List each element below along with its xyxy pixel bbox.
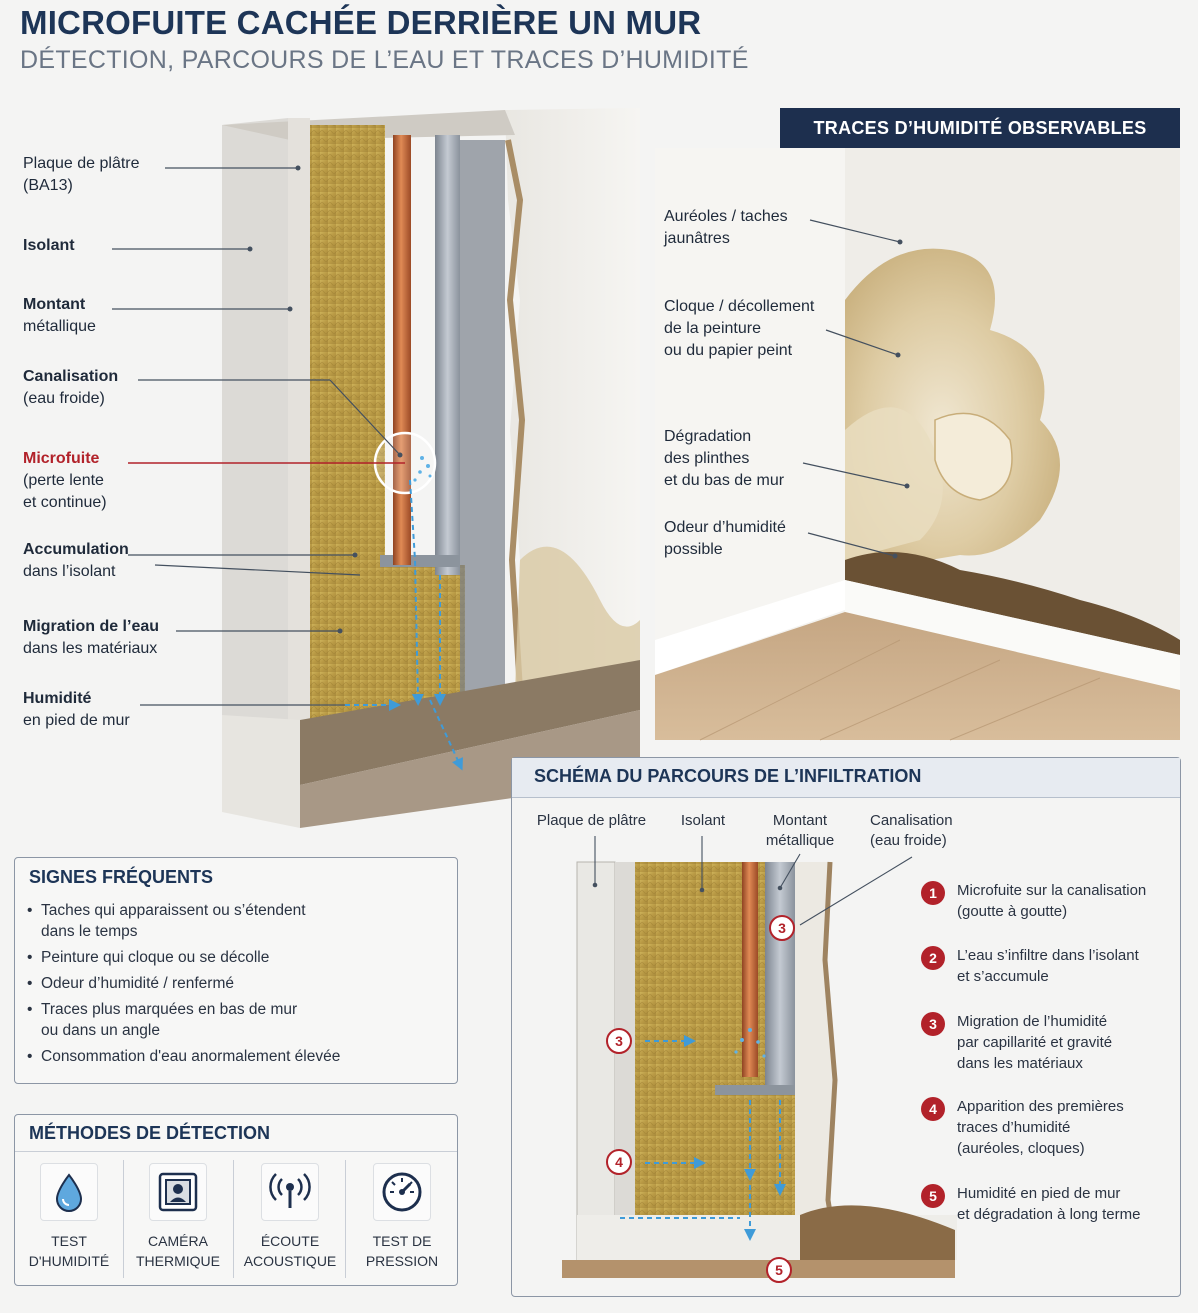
list-item: • Taches qui apparaissent ou s’étendent dans le temps [25,900,445,942]
method-test-humidite: TEST D'HUMIDITÉ [19,1163,119,1271]
label-humidite: Humidité en pied de mur [23,690,130,729]
methods-panel [14,1114,458,1286]
step-number: 5 [921,1184,945,1208]
pressure-gauge-icon [373,1163,431,1221]
thermal-camera-icon [149,1163,207,1221]
list-item: • Consommation d'eau anormalement élevée [25,1046,445,1067]
method-test-pression: TEST DE PRESSION [352,1163,452,1271]
schema-col-plaque: Plaque de plâtre [536,812,647,829]
step-number: 3 [921,1012,945,1036]
schema-marker: 3 [769,915,795,941]
step-4: Apparition des premières traces d’humidité (auréoles, cloques) [957,1098,1124,1157]
step-number: 2 [921,946,945,970]
step-3: Migration de l’humidité par capillarité et gravité dans les matériaux [957,1013,1113,1072]
acoustic-sensor-icon [261,1163,319,1221]
label-canalisation: Canalisation (eau froide) [23,368,119,407]
schema-title: SCHÉMA DU PARCOURS DE L’INFILTRATION [534,766,922,786]
schema-marker: 5 [766,1257,792,1283]
label-aureoles: Auréoles / taches jaunâtres [664,208,788,247]
method-camera-thermique: CAMÉRA THERMIQUE [128,1163,228,1271]
label-plaque-platre: Plaque de plâtre (BA13) [23,155,140,194]
schema-col-montant: Montant métallique [765,812,835,849]
signs-title: SIGNES FRÉQUENTS [29,867,214,887]
label-isolant: Isolant [23,237,75,254]
label-cloque: Cloque / décollement de la peinture ou du papier peint [664,298,815,359]
method-ecoute-acoustique: ÉCOUTE ACOUSTIQUE [240,1163,340,1271]
label-odeur: Odeur d’humidité possible [664,519,786,558]
schema-col-canalisation: Canalisation (eau froide) [870,812,953,849]
label-montant: Montant métallique [23,296,96,335]
label-degradation: Dégradation des plinthes et du bas de mur [664,428,785,489]
cutaway-wall [112,108,640,828]
label-migration: Migration de l’eau dans les matériaux [23,618,160,657]
methods-title: MÉTHODES DE DÉTECTION [29,1123,271,1143]
water-drop-icon [40,1163,98,1221]
schema-marker: 4 [606,1149,632,1175]
label-accumulation: Accumulation dans l’isolant [23,541,129,580]
list-item: • Odeur d’humidité / renfermé [25,973,445,994]
schema-marker: 3 [606,1028,632,1054]
traces-title: TRACES D’HUMIDITÉ OBSERVABLES [780,108,1180,148]
page-title: MICROFUITE CACHÉE DERRIÈRE UN MUR [20,4,702,41]
signs-list [25,900,445,1072]
signs-panel [14,857,458,1084]
step-2: L’eau s’infiltre dans l’isolant et s’accumule [957,947,1139,985]
schema-col-isolant: Isolant [680,812,726,829]
page-subtitle: DÉTECTION, PARCOURS DE L’EAU ET TRACES D’HUMIDITÉ [20,46,749,74]
step-number: 1 [921,881,945,905]
label-microfuite: Microfuite (perte lente et continue) [23,450,107,511]
step-5: Humidité en pied de mur et dégradation à long terme [957,1185,1141,1223]
step-1: Microfuite sur la canalisation (goutte à goutte) [957,882,1147,920]
list-item: • Traces plus marquées en bas de mur ou dans un angle [25,999,445,1041]
step-number: 4 [921,1097,945,1121]
list-item: • Peinture qui cloque ou se décolle [25,947,445,968]
